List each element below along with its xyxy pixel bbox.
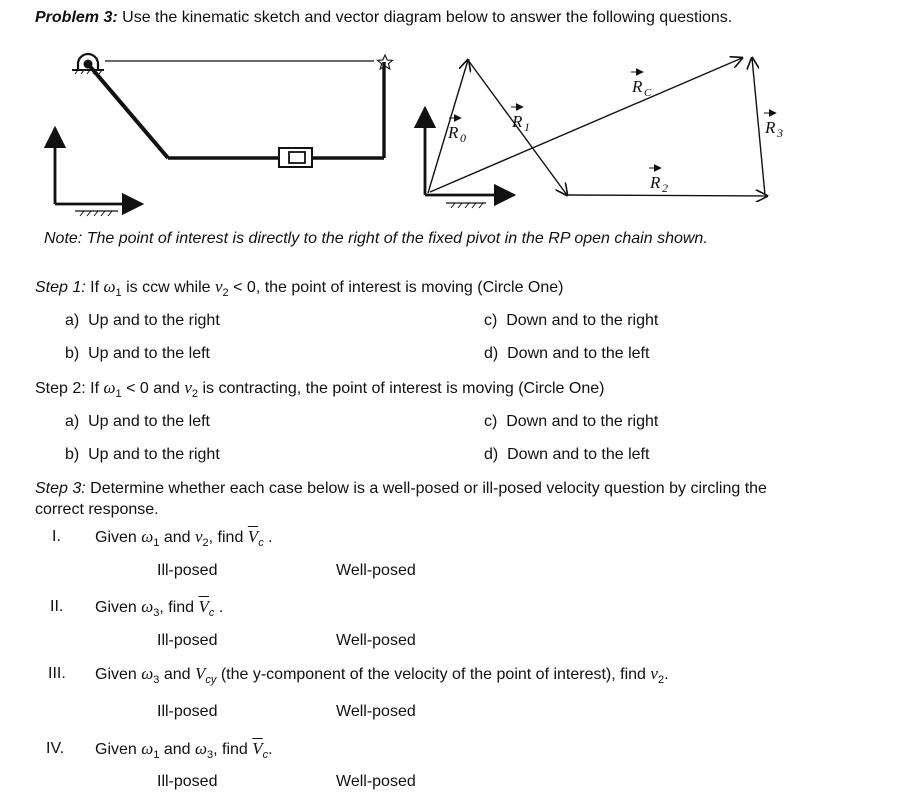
case-text-find: , find (213, 741, 253, 758)
vector-R3-arrow (752, 58, 765, 195)
option-text: Down and to the right (506, 413, 659, 430)
label-Rc-sub: C (644, 87, 652, 99)
label-R0 (447, 118, 466, 145)
option-letter: a) (65, 413, 80, 430)
case-text-given: Given (95, 529, 142, 546)
figure-note: Note: The point of interest is directly to the right of the fixed pivot in the RP open chain shown. (44, 230, 708, 247)
step1-v-sub: 2 (222, 287, 229, 300)
label-R0-letter: R (448, 123, 459, 142)
case-2-well-posed[interactable]: Well-posed (336, 632, 416, 649)
step1-text-mid: is ccw while (121, 279, 215, 296)
step2-text-post: is contracting, the point of interest is moving (Circle One) (198, 380, 605, 397)
step2-text-mid: and (148, 380, 185, 397)
step2-text-pre: If (90, 380, 104, 397)
label-R3 (764, 113, 783, 140)
case-1-omega: ω (141, 527, 154, 546)
label-R2-sub: 2 (662, 181, 668, 195)
option-letter: d) (484, 345, 499, 362)
option-text: Up and to the right (88, 312, 220, 329)
case-3-ill-posed[interactable]: Ill-posed (157, 703, 218, 720)
step2-v-sub: 2 (191, 388, 199, 401)
case-text-end: . (664, 666, 669, 683)
option-letter: c) (484, 413, 498, 430)
vector-Rc-arrow (430, 58, 742, 192)
case-text-given: Given (95, 666, 142, 683)
case-4-omega-1-sub: 1 (153, 749, 160, 762)
case-4-well-posed[interactable]: Well-posed (336, 773, 416, 790)
step2-omega: ω (103, 378, 116, 397)
step2-v: v (184, 378, 192, 397)
case-4-text (95, 739, 273, 765)
step1-question (35, 277, 564, 303)
case-3-description: (the y-component of the velocity of the point of interest), find (216, 666, 651, 683)
option-letter: a) (65, 312, 80, 329)
option-text: Up and to the left (88, 345, 210, 362)
case-3-number: III. (48, 665, 66, 682)
case-text-find: , find (208, 529, 248, 546)
option-letter: b) (65, 446, 80, 463)
step2-option-d[interactable] (484, 445, 649, 465)
case-text-find: , find (159, 599, 199, 616)
step1-text-pre: If (90, 279, 104, 296)
label-Rc-letter: R (632, 77, 643, 96)
case-1-ill-posed[interactable]: Ill-posed (157, 562, 218, 579)
case-4-omega-1: ω (141, 739, 154, 758)
step2-label: Step 2: (35, 380, 86, 397)
step1-option-a[interactable] (65, 311, 220, 331)
case-1-text (95, 527, 273, 553)
step1-option-b[interactable] (65, 344, 210, 364)
label-R1-sub: 1 (524, 120, 530, 134)
case-2-text (95, 597, 223, 623)
sketch-axes (55, 128, 142, 216)
step2-option-b[interactable] (65, 445, 220, 465)
step1-v: v (215, 277, 223, 296)
case-3-omega-sub: 3 (153, 674, 160, 687)
case-1-omega-sub: 1 (153, 537, 160, 550)
case-1-velocity-sub: c (258, 537, 264, 550)
case-3-v-sub: 2 (657, 674, 665, 687)
label-R1 (511, 107, 530, 134)
option-text: Up and to the right (88, 446, 220, 463)
case-text-end: . (214, 599, 224, 616)
step1-text-post: , the point of interest is moving (Circle One) (255, 279, 564, 296)
step2-omega-sub: 1 (115, 388, 122, 401)
option-letter: c) (484, 312, 498, 329)
option-text: Down and to the right (506, 312, 659, 329)
vector-R2-arrow (567, 195, 767, 196)
step2-cond: < 0 (121, 380, 149, 397)
case-3-vcy-sub: cy (205, 674, 217, 687)
case-3-well-posed[interactable]: Well-posed (336, 703, 416, 720)
case-2-number: II. (50, 598, 64, 615)
case-text-given: Given (95, 741, 142, 758)
case-4-ill-posed[interactable]: Ill-posed (157, 773, 218, 790)
step3-text-line2: correct response. (35, 501, 159, 518)
case-text-and: and (159, 666, 195, 683)
step2-option-a[interactable] (65, 412, 210, 432)
case-2-omega: ω (141, 597, 154, 616)
case-4-omega-3: ω (194, 739, 207, 758)
case-2-ill-posed[interactable]: Ill-posed (157, 632, 218, 649)
step1-cond: < 0 (228, 279, 256, 296)
case-2-velocity-sub: c (208, 607, 215, 620)
case-4-omega-3-sub: 3 (207, 749, 214, 762)
vector-labels (447, 72, 783, 195)
label-R3-letter: R (765, 118, 776, 137)
step1-label: Step 1: (35, 279, 86, 296)
case-3-omega: ω (141, 664, 154, 683)
case-2-omega-sub: 3 (153, 607, 160, 620)
label-Rc (631, 72, 652, 99)
case-text-and: and (159, 529, 195, 546)
option-text: Up and to the left (88, 413, 210, 430)
step2-option-c[interactable] (484, 412, 658, 432)
step2-question (35, 378, 604, 404)
case-4-number: IV. (46, 740, 65, 757)
step3-label: Step 3: (35, 480, 86, 497)
case-1-number: I. (52, 528, 61, 545)
case-text-given: Given (95, 599, 142, 616)
link-1 (88, 64, 168, 158)
step3-question-line1 (35, 479, 767, 499)
option-text: Down and to the left (507, 446, 650, 463)
step3-text-line1: Determine whether each case below is a well-posed or ill-posed velocity question by circling the (90, 480, 767, 497)
option-text: Down and to the left (507, 345, 650, 362)
case-4-velocity-sub: c (262, 749, 269, 762)
case-3-vcy: V (194, 664, 206, 683)
case-text-end: . (263, 529, 273, 546)
case-3-text (95, 664, 669, 690)
step1-option-d[interactable] (484, 344, 649, 364)
problem-intro: Use the kinematic sketch and vector diagram below to answer the following questions. (122, 9, 733, 26)
case-4-velocity: $\overline{V}$ (252, 739, 263, 758)
case-3-v: v (650, 664, 658, 683)
case-1-v-sub: 2 (202, 537, 209, 550)
case-2-velocity: $\overline{V}$ (198, 597, 209, 616)
option-letter: b) (65, 345, 80, 362)
problem-label: Problem 3: (35, 9, 118, 26)
case-text-and: and (159, 741, 195, 758)
problem-heading (35, 8, 732, 28)
label-R2-letter: R (650, 173, 661, 192)
step1-omega-sub: 1 (115, 287, 122, 300)
case-1-v: v (194, 527, 203, 546)
label-R0-sub: 0 (460, 131, 466, 145)
case-1-velocity: $\overline{V}$ (247, 527, 259, 546)
option-letter: d) (484, 446, 499, 463)
label-R2 (649, 168, 668, 195)
vector-diagram (425, 58, 767, 208)
case-text-end: . (268, 741, 273, 758)
step1-option-c[interactable] (484, 311, 658, 331)
case-1-well-posed[interactable]: Well-posed (336, 562, 416, 579)
label-R3-sub: 3 (777, 126, 783, 140)
step1-omega: ω (103, 277, 116, 296)
kinematic-sketch (55, 54, 393, 216)
label-R1-letter: R (512, 112, 523, 131)
